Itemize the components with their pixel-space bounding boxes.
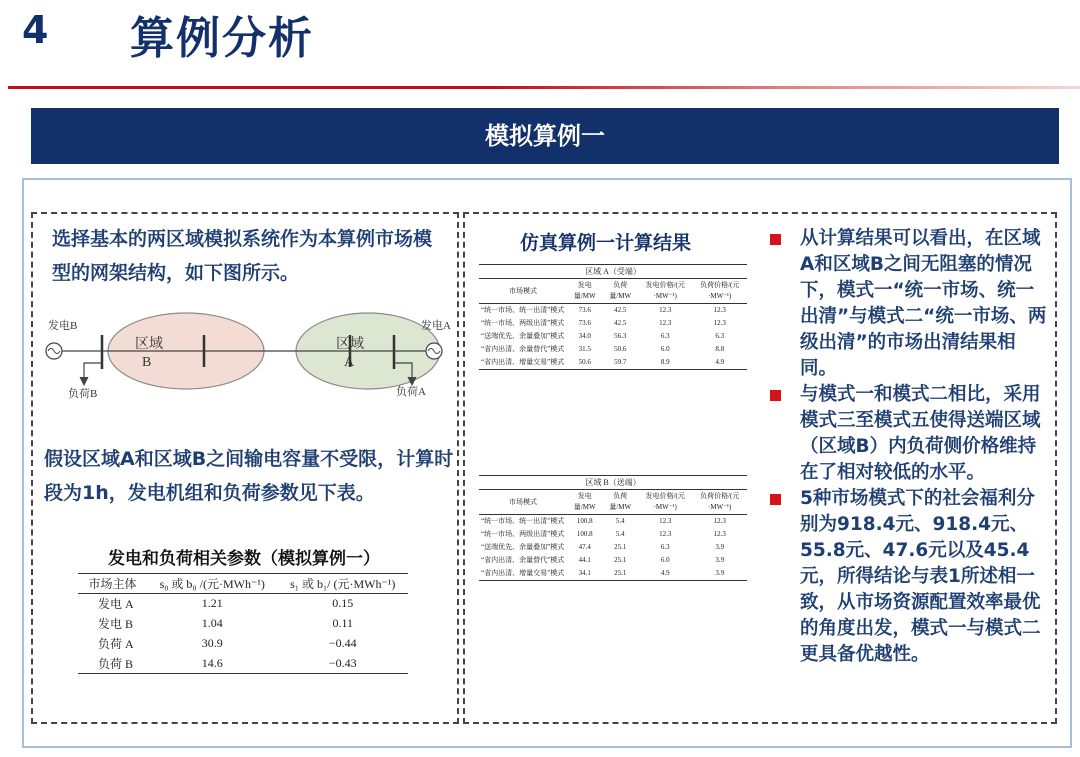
table-row: “送端优先、余量叠加”模式 47.4 25.1 6.3 3.9 [481,543,725,551]
table-row: “统一市场、统一出清”模式 73.6 42.5 12.3 12.3 [481,306,726,314]
two-region-diagram [38,305,453,410]
table-header: 负荷量/MW [602,490,637,515]
results-table-region-b [479,475,747,581]
table-header: 发电价格/(元·MW⁻¹) [638,490,693,515]
section-number: 4 [22,8,49,52]
table-cell: 14.6 [147,654,278,674]
page-title: 算例分析 [130,13,314,64]
table-cell: 负荷 A [98,637,134,651]
param-table [78,573,408,674]
table-cell: −0.43 [277,654,408,674]
table-header: 负荷价格/(元·MW⁻¹) [692,490,747,515]
sim-results-title: 仿真算例一计算结果 [520,232,692,254]
table-row: “省内出清、余量替代”模式 31.5 50.6 6.0 8.8 [481,345,725,353]
load-a-label: 负荷A [396,386,426,398]
table-header: s₀ 或 b₀ /(元·MWh⁻¹) [147,574,278,594]
param-table-title: 发电和负荷相关参数（模拟算例一） [108,549,380,569]
red-square-bullet-icon [770,494,781,505]
table-cell: 1.04 [201,616,223,630]
results-table-region-a [479,264,747,370]
table-cell: 0.15 [332,596,354,611]
bullet-text: 与模式一和模式二相比，采用模式三至模式五使得送端区域（区域B）内负荷侧价格维持在了相对较低的水平。 [800,384,1041,483]
table-header: 发电量/MW [567,490,602,515]
table-header: s₁ 或 b₁/ (元·MWh⁻¹) [277,574,408,594]
table-row [78,654,408,674]
table-cell: 0.11 [332,616,354,630]
region-a-letter: A [344,355,355,370]
region-b-letter: B [142,355,152,370]
list-item [766,226,1051,382]
gen-b-label: 发电B [48,320,78,332]
table-row: “统一市场、统一出清”模式 100.8 5.4 12.3 12.3 [481,517,726,525]
list-item [766,382,1051,486]
section-banner: 模拟算例一 [31,108,1059,164]
table-cell: 30.9 [201,636,223,650]
region-a-header: 区域 A（受端） [479,265,747,279]
table-cell: 发电 B [98,617,134,631]
red-square-bullet-icon [770,390,781,401]
header-divider [8,86,1080,89]
table-cell: 发电 A [98,597,134,612]
table-row: “省内出清、增量交易”模式 34.1 25.1 4.9 3.9 [479,567,747,581]
table-row: “统一市场、两级出清”模式 73.6 42.5 12.3 12.3 [481,319,726,327]
table-cell: 负荷 B [78,654,147,674]
table-header: 发电价格/(元·MW⁻¹) [638,279,693,304]
table-row: “省内出清、增量交易”模式 50.6 59.7 8.9 4.9 [479,356,747,370]
table-row [78,614,408,634]
table-row [78,634,408,654]
table-row: “省内出清、余量替代”模式 44.1 25.1 6.0 3.9 [481,556,725,564]
table-header: 市场主体 [78,574,147,594]
table-cell: −0.44 [328,636,357,650]
intro-text: 选择基本的两区域模拟系统作为本算例市场模型的网架结构，如下图所示。 [52,228,433,284]
table-cell: 1.21 [201,596,223,611]
region-b-label: 区域 [135,337,163,352]
table-row: “送端优先、余量叠加”模式 34.0 56.3 6.3 6.3 [481,332,725,340]
assumption-text: 假设区域A和区域B之间输电容量不受限，计算时段为1h，发电机组和负荷参数见下表。 [44,448,454,504]
bullet-text: 从计算结果可以看出，在区域A和区域B之间无阻塞的情况下，模式一“统一市场、统一出清”与模式二“统一市场、两级出清”的市场出清结果相同。 [800,228,1047,379]
table-row: “统一市场、两级出清”模式 100.8 5.4 12.3 12.3 [481,530,726,538]
red-square-bullet-icon [770,234,781,245]
table-header: 负荷量/MW [602,279,637,304]
conclusion-list [766,226,1051,668]
list-item [766,486,1051,668]
region-b-header: 区域 B（送端） [479,476,747,490]
gen-a-label: 发电A [421,320,451,332]
table-header: 市场模式 [479,490,567,515]
table-row [78,594,408,614]
table-header: 市场模式 [479,279,567,304]
table-header: 发电量/MW [567,279,602,304]
region-a-label: 区域 [336,337,364,352]
table-header: 负荷价格/(元·MW⁻¹) [692,279,747,304]
load-b-label: 负荷B [68,388,98,400]
bullet-text: 5种市场模式下的社会福利分别为918.4元、918.4元、55.8元、47.6元以及45.4元，所得结论与表1所述相一致，从市场资源配置效率最优的角度出发，模式一与模式二更具备优越性。 [800,488,1041,665]
